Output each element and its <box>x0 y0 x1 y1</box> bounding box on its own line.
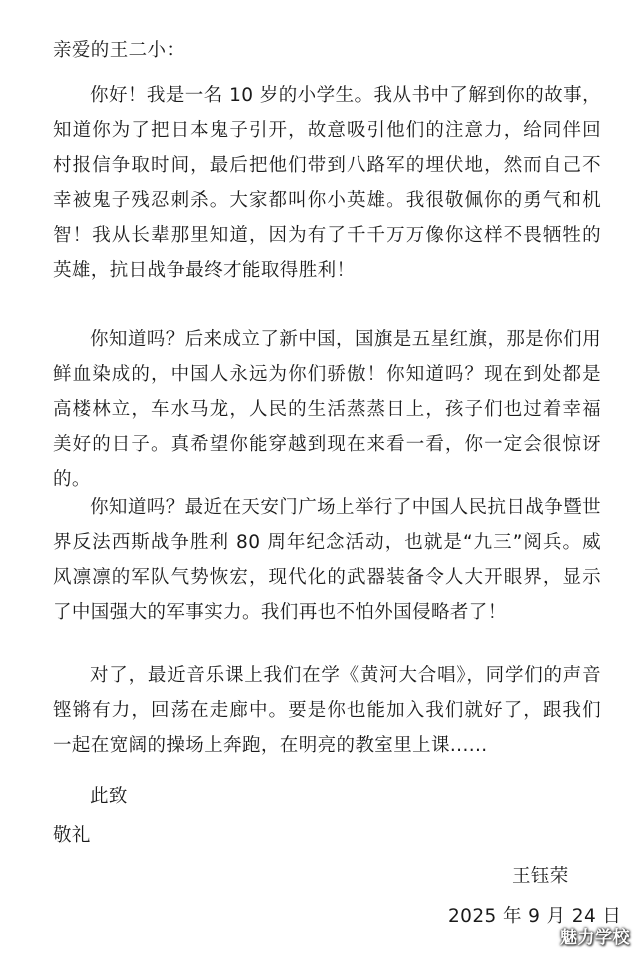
letter-closing: 此致 <box>90 786 128 807</box>
letter-paragraph-1: 你好！我是一名 10 岁的小学生。我从书中了解到你的故事，知道你为了把日本鬼子引开，故意吸引他们的注意力，给同伴回村报信争取时间，最后把他们带到八路军的埋伏地，然而自己不幸被鬼子残忍刺杀。大家都叫你小英雄。我很敬佩你的勇气和机智！我从长辈那里知道，因为有了千千万万像你这样不畏牺牲的英雄，抗日战争最终才能取得胜利！ <box>53 85 601 281</box>
letter-paragraph-3: 你知道吗？最近在天安门广场上举行了中国人民抗日战争暨世界反法西斯战争胜利 80 周年纪念活动，也就是“九三”阅兵。威风凛凛的军队气势恢宏，现代化的武器装备令人大开眼界，显示了中国强大的军事实力。我们再也不怕外国侵略者了！ <box>53 497 601 623</box>
letter-paragraph-2: 你知道吗？后来成立了新中国，国旗是五星红旗，那是你们用鲜血染成的，中国人永远为你们骄傲！你知道吗？现在到处都是高楼林立，车水马龙，人民的生活蒸蒸日上，孩子们也过着幸福美好的日子。真希望你能穿越到现在来看一看，你一定会很惊讶的。 <box>53 329 601 490</box>
letter-date: 2025 年 9 月 24 日 <box>448 906 622 927</box>
letter-salute: 敬礼 <box>53 825 91 846</box>
letter-signature: 王钰荣 <box>512 866 569 887</box>
letter-greeting: 亲爱的王二小： <box>53 40 186 61</box>
letter-paragraph-4: 对了，最近音乐课上我们在学《黄河大合唱》，同学们的声音铿锵有力，回荡在走廊中。要是你也能加入我们就好了，跟我们一起在宽阔的操场上奔跑，在明亮的教室里上课...... <box>53 665 601 756</box>
watermark-logo: 魅力学校 <box>560 928 630 948</box>
